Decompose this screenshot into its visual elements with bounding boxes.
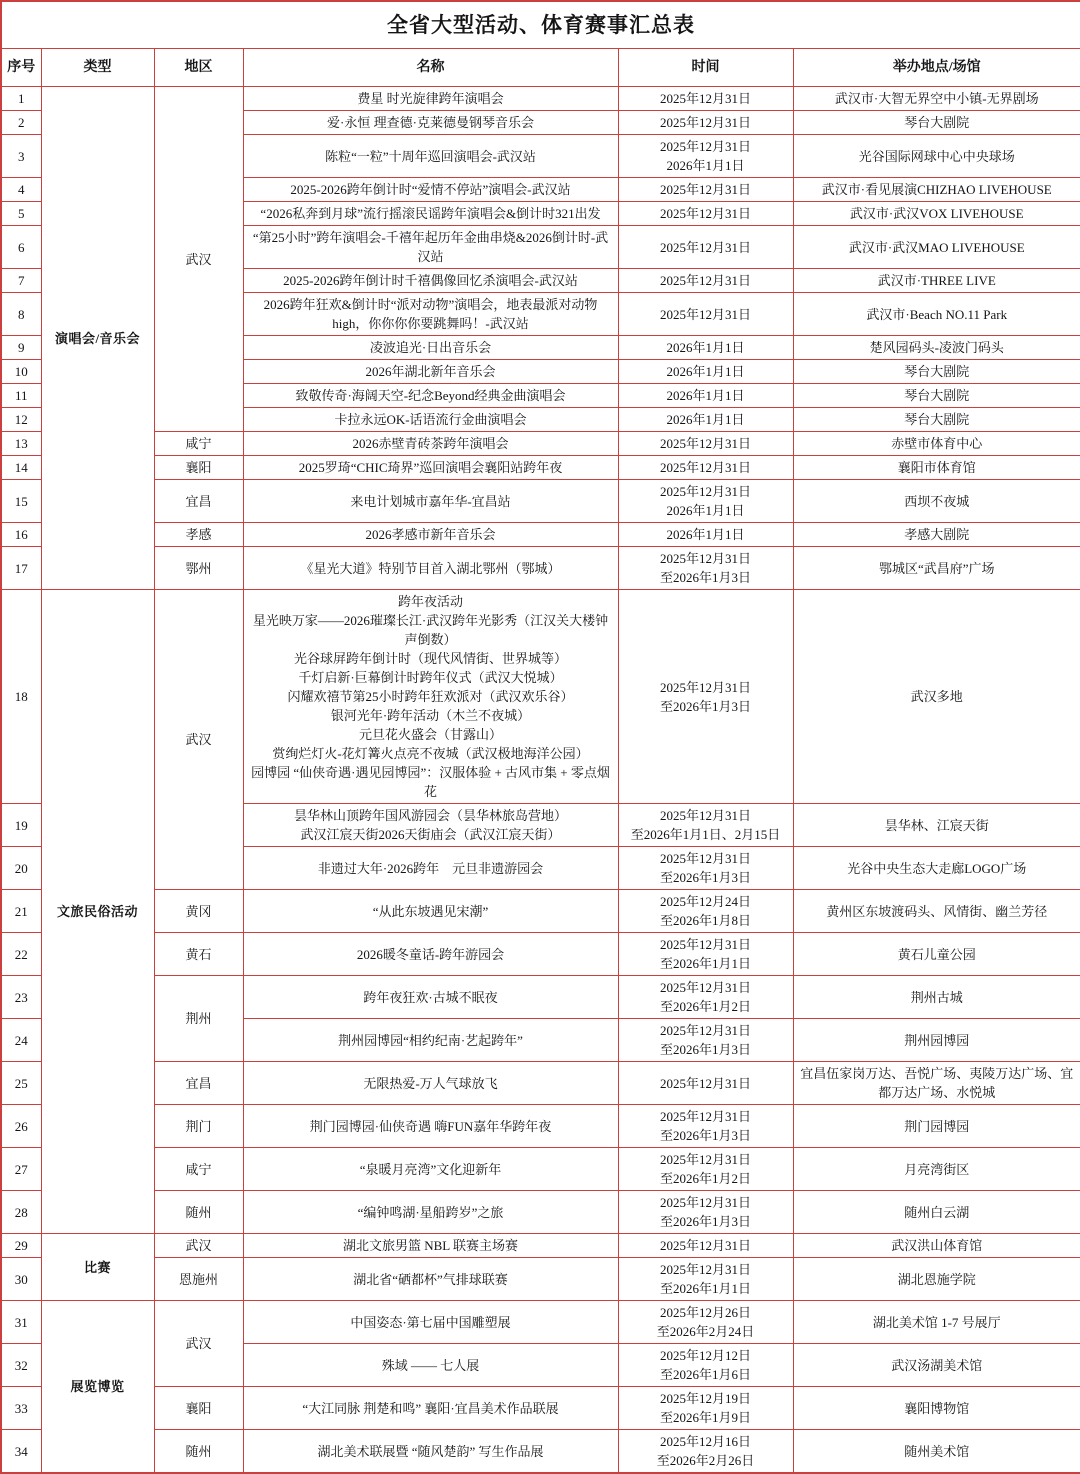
- table-row: [1, 1258, 1080, 1301]
- table-row: [1, 523, 1080, 547]
- event-time: 2025年12月19日 至2026年1月9日: [618, 1387, 793, 1430]
- event-name: 爱·永恒 理查德·克莱德曼钢琴音乐会: [243, 111, 618, 135]
- region-cell: 武汉: [154, 87, 243, 432]
- event-venue: 琴台大剧院: [793, 360, 1080, 384]
- event-time: 2025年12月31日: [618, 111, 793, 135]
- row-number: 9: [1, 336, 41, 360]
- row-number: 6: [1, 226, 41, 269]
- table-row: [1, 1301, 1080, 1344]
- region-cell: 黄石: [154, 933, 243, 976]
- event-time: 2025年12月31日 至2026年1月3日: [618, 547, 793, 590]
- row-number: 2: [1, 111, 41, 135]
- event-venue: 武汉多地: [793, 590, 1080, 804]
- page-title: 全省大型活动、体育赛事汇总表: [1, 1, 1080, 49]
- event-time: 2025年12月31日: [618, 226, 793, 269]
- event-venue: 湖北美术馆 1-7 号展厅: [793, 1301, 1080, 1344]
- event-venue: 光谷国际网球中心中央球场: [793, 135, 1080, 178]
- event-venue: 黄石儿童公园: [793, 933, 1080, 976]
- column-header-no: 序号: [1, 49, 41, 87]
- row-number: 23: [1, 976, 41, 1019]
- event-time: 2025年12月31日: [618, 432, 793, 456]
- event-venue: 琴台大剧院: [793, 111, 1080, 135]
- region-cell: 咸宁: [154, 1148, 243, 1191]
- event-name: “大江同脉 荆楚和鸣” 襄阳·宜昌美术作品联展: [243, 1387, 618, 1430]
- row-number: 3: [1, 135, 41, 178]
- event-time: 2025年12月26日 至2026年2月24日: [618, 1301, 793, 1344]
- event-time: 2025年12月24日 至2026年1月8日: [618, 890, 793, 933]
- event-time: 2025年12月31日 至2026年1月3日: [618, 847, 793, 890]
- region-cell: 随州: [154, 1430, 243, 1474]
- event-time: 2025年12月31日 至2026年1月3日: [618, 590, 793, 804]
- event-name: 跨年夜狂欢·古城不眠夜: [243, 976, 618, 1019]
- category-type: 文旅民俗活动: [41, 590, 154, 1234]
- event-name: 卡拉永远OK-话语流行金曲演唱会: [243, 408, 618, 432]
- event-name: 致敬传奇·海阔天空-纪念Beyond经典金曲演唱会: [243, 384, 618, 408]
- event-venue: 武汉市·大智无界空中小镇-无界剧场: [793, 87, 1080, 111]
- title-row: [1, 1, 1080, 49]
- row-number: 25: [1, 1062, 41, 1105]
- column-header-venue: 举办地点/场馆: [793, 49, 1080, 87]
- table-row: [1, 1234, 1080, 1258]
- row-number: 11: [1, 384, 41, 408]
- event-venue: 武汉市·武汉VOX LIVEHOUSE: [793, 202, 1080, 226]
- event-time: 2025年12月31日 至2026年1月3日: [618, 1105, 793, 1148]
- event-venue: 武汉汤湖美术馆: [793, 1344, 1080, 1387]
- column-header-region: 地区: [154, 49, 243, 87]
- row-number: 34: [1, 1430, 41, 1474]
- event-time: 2025年12月31日: [618, 456, 793, 480]
- event-venue: 楚风园码头-凌波门码头: [793, 336, 1080, 360]
- region-cell: 宜昌: [154, 1062, 243, 1105]
- event-venue: 宜昌伍家岗万达、吾悦广场、夷陵万达广场、宜都万达广场、水悦城: [793, 1062, 1080, 1105]
- event-name: 荆州园博园“相约纪南·艺起跨年”: [243, 1019, 618, 1062]
- category-type: 展览博览: [41, 1301, 154, 1474]
- category-type: 比赛: [41, 1234, 154, 1301]
- table-row: [1, 1062, 1080, 1105]
- event-time: 2025年12月31日 至2026年1月1日: [618, 1258, 793, 1301]
- event-time: 2025年12月31日 2026年1月1日: [618, 135, 793, 178]
- table-row: [1, 976, 1080, 1019]
- category-type: 演唱会/音乐会: [41, 87, 154, 590]
- row-number: 29: [1, 1234, 41, 1258]
- table-row: [1, 890, 1080, 933]
- event-venue: 武汉市·看见展演CHIZHAO LIVEHOUSE: [793, 178, 1080, 202]
- event-time: 2025年12月31日 至2026年1月1日: [618, 933, 793, 976]
- event-time: 2025年12月31日: [618, 87, 793, 111]
- region-cell: 武汉: [154, 1301, 243, 1387]
- event-venue: 武汉市·THREE LIVE: [793, 269, 1080, 293]
- row-number: 24: [1, 1019, 41, 1062]
- event-name: 2026赤壁青砖茶跨年演唱会: [243, 432, 618, 456]
- row-number: 27: [1, 1148, 41, 1191]
- event-time: 2025年12月16日 至2026年2月26日: [618, 1430, 793, 1474]
- event-name: 2026暖冬童话-跨年游园会: [243, 933, 618, 976]
- event-time: 2025年12月31日: [618, 269, 793, 293]
- event-name: 湖北美术联展暨 “随风楚韵” 写生作品展: [243, 1430, 618, 1474]
- event-name: 湖北省“硒都杯”气排球联赛: [243, 1258, 618, 1301]
- event-venue: 琴台大剧院: [793, 408, 1080, 432]
- event-venue: 武汉市·武汉MAO LIVEHOUSE: [793, 226, 1080, 269]
- event-venue: 随州美术馆: [793, 1430, 1080, 1474]
- row-number: 16: [1, 523, 41, 547]
- event-name: 2026跨年狂欢&倒计时“派对动物”演唱会，地表最派对动物high，你你你你要跳舞吗！-武汉站: [243, 293, 618, 336]
- event-time: 2025年12月12日 至2026年1月6日: [618, 1344, 793, 1387]
- event-time: 2025年12月31日: [618, 202, 793, 226]
- column-header-name: 名称: [243, 49, 618, 87]
- row-number: 31: [1, 1301, 41, 1344]
- row-number: 28: [1, 1191, 41, 1234]
- event-time: 2026年1月1日: [618, 523, 793, 547]
- row-number: 7: [1, 269, 41, 293]
- event-name: “编钟鸣湖·星船跨岁”之旅: [243, 1191, 618, 1234]
- event-venue: 琴台大剧院: [793, 384, 1080, 408]
- event-time: 2026年1月1日: [618, 384, 793, 408]
- event-name: “2026私奔到月球”流行摇滚民谣跨年演唱会&倒计时321出发: [243, 202, 618, 226]
- event-venue: 鄂城区“武昌府”广场: [793, 547, 1080, 590]
- region-cell: 武汉: [154, 590, 243, 890]
- row-number: 30: [1, 1258, 41, 1301]
- region-cell: 孝感: [154, 523, 243, 547]
- event-venue: 武汉市·Beach NO.11 Park: [793, 293, 1080, 336]
- event-time: 2026年1月1日: [618, 360, 793, 384]
- table-row: [1, 933, 1080, 976]
- event-name: 无限热爱-万人气球放飞: [243, 1062, 618, 1105]
- event-venue: 黄州区东坡渡码头、风情街、幽兰芳径: [793, 890, 1080, 933]
- event-name: 2025罗琦“CHIC琦界”巡回演唱会襄阳站跨年夜: [243, 456, 618, 480]
- region-cell: 襄阳: [154, 1387, 243, 1430]
- event-name: 凌波追光·日出音乐会: [243, 336, 618, 360]
- event-time: 2025年12月31日 至2026年1月3日: [618, 1019, 793, 1062]
- row-number: 15: [1, 480, 41, 523]
- event-venue: 湖北恩施学院: [793, 1258, 1080, 1301]
- row-number: 10: [1, 360, 41, 384]
- event-name: 昙华林山顶跨年国风游园会（昙华林旅岛营地） 武汉江宸天街2026天街庙会（武汉江宸天街）: [243, 804, 618, 847]
- event-venue: 荆州古城: [793, 976, 1080, 1019]
- row-number: 14: [1, 456, 41, 480]
- event-venue: 荆门园博园: [793, 1105, 1080, 1148]
- event-name: 《星光大道》特别节目首入湖北鄂州（鄂城）: [243, 547, 618, 590]
- event-name: 费星 时光旋律跨年演唱会: [243, 87, 618, 111]
- region-cell: 黄冈: [154, 890, 243, 933]
- row-number: 18: [1, 590, 41, 804]
- region-cell: 荆门: [154, 1105, 243, 1148]
- event-venue: 西坝不夜城: [793, 480, 1080, 523]
- event-name: 2025-2026跨年倒计时“爱情不停站”演唱会-武汉站: [243, 178, 618, 202]
- event-name: “第25小时”跨年演唱会-千禧年起历年金曲串烧&2026倒计时-武汉站: [243, 226, 618, 269]
- table-row: [1, 1387, 1080, 1430]
- event-time: 2025年12月31日 至2026年1月3日: [618, 1191, 793, 1234]
- region-cell: 武汉: [154, 1234, 243, 1258]
- table-row: [1, 1148, 1080, 1191]
- region-cell: 荆州: [154, 976, 243, 1062]
- row-number: 1: [1, 87, 41, 111]
- event-name: 湖北文旅男篮 NBL 联赛主场赛: [243, 1234, 618, 1258]
- table-row: [1, 1430, 1080, 1474]
- event-time: 2025年12月31日 至2026年1月1日、2月15日: [618, 804, 793, 847]
- region-cell: 鄂州: [154, 547, 243, 590]
- row-number: 21: [1, 890, 41, 933]
- event-venue: 孝感大剧院: [793, 523, 1080, 547]
- row-number: 5: [1, 202, 41, 226]
- event-name: 殊域 —— 七人展: [243, 1344, 618, 1387]
- table-row: [1, 480, 1080, 523]
- event-name: 陈粒“一粒”十周年巡回演唱会-武汉站: [243, 135, 618, 178]
- event-name: 跨年夜活动 星光映万家——2026璀璨长江·武汉跨年光影秀（江汉关大楼钟声倒数） 光谷球屏跨年倒计时（现代风情街、世界城等） 千灯启新·巨幕倒计时跨年仪式（武汉大悦城） 闪耀欢禧节第25小时跨年狂欢派对（武汉欢乐谷） 银河光年·跨年活动（木兰不夜城） 元旦花火盛会（甘露山） 赏绚烂灯火-花灯篝火点亮不夜城（武汉极地海洋公园） 园博园 “仙侠奇遇·遇见园博园”：汉服体验 + 古风市集 + 零点烟花: [243, 590, 618, 804]
- region-cell: 宜昌: [154, 480, 243, 523]
- event-name: 非遗过大年·2026跨年 元旦非遗游园会: [243, 847, 618, 890]
- event-time: 2025年12月31日 至2026年1月2日: [618, 976, 793, 1019]
- row-number: 13: [1, 432, 41, 456]
- table-row: [1, 456, 1080, 480]
- table-row: [1, 547, 1080, 590]
- table-row: [1, 590, 1080, 804]
- column-header-type: 类型: [41, 49, 154, 87]
- event-venue: 光谷中央生态大走廊LOGO广场: [793, 847, 1080, 890]
- event-name: 2026孝感市新年音乐会: [243, 523, 618, 547]
- table-row: [1, 87, 1080, 111]
- region-cell: 咸宁: [154, 432, 243, 456]
- region-cell: 随州: [154, 1191, 243, 1234]
- row-number: 17: [1, 547, 41, 590]
- event-name: 荆门园博园·仙侠奇遇 嗨FUN嘉年华跨年夜: [243, 1105, 618, 1148]
- event-time: 2026年1月1日: [618, 336, 793, 360]
- table-row: [1, 1191, 1080, 1234]
- row-number: 12: [1, 408, 41, 432]
- event-venue: 月亮湾街区: [793, 1148, 1080, 1191]
- event-venue: 襄阳市体育馆: [793, 456, 1080, 480]
- event-venue: 襄阳博物馆: [793, 1387, 1080, 1430]
- table-body: [1, 87, 1080, 1474]
- row-number: 22: [1, 933, 41, 976]
- row-number: 4: [1, 178, 41, 202]
- event-name: 2025-2026跨年倒计时千禧偶像回忆杀演唱会-武汉站: [243, 269, 618, 293]
- event-venue: 荆州园博园: [793, 1019, 1080, 1062]
- event-time: 2025年12月31日 2026年1月1日: [618, 480, 793, 523]
- event-time: 2025年12月31日: [618, 178, 793, 202]
- event-venue: 武汉洪山体育馆: [793, 1234, 1080, 1258]
- row-number: 20: [1, 847, 41, 890]
- region-cell: 襄阳: [154, 456, 243, 480]
- event-name: “泉暖月亮湾”文化迎新年: [243, 1148, 618, 1191]
- table-row: [1, 432, 1080, 456]
- event-venue: 随州白云湖: [793, 1191, 1080, 1234]
- region-cell: 恩施州: [154, 1258, 243, 1301]
- header-row: [1, 49, 1080, 87]
- row-number: 33: [1, 1387, 41, 1430]
- event-venue: 昙华林、江宸天街: [793, 804, 1080, 847]
- event-time: 2025年12月31日 至2026年1月2日: [618, 1148, 793, 1191]
- event-time: 2025年12月31日: [618, 1062, 793, 1105]
- row-number: 8: [1, 293, 41, 336]
- event-name: 来电计划城市嘉年华-宜昌站: [243, 480, 618, 523]
- event-time: 2025年12月31日: [618, 1234, 793, 1258]
- event-time: 2026年1月1日: [618, 408, 793, 432]
- event-name: 2026年湖北新年音乐会: [243, 360, 618, 384]
- row-number: 32: [1, 1344, 41, 1387]
- event-venue: 赤壁市体育中心: [793, 432, 1080, 456]
- column-header-time: 时间: [618, 49, 793, 87]
- event-time: 2025年12月31日: [618, 293, 793, 336]
- row-number: 19: [1, 804, 41, 847]
- table-row: [1, 1105, 1080, 1148]
- event-name: 中国姿态·第七届中国雕塑展: [243, 1301, 618, 1344]
- row-number: 26: [1, 1105, 41, 1148]
- event-name: “从此东坡遇见宋潮”: [243, 890, 618, 933]
